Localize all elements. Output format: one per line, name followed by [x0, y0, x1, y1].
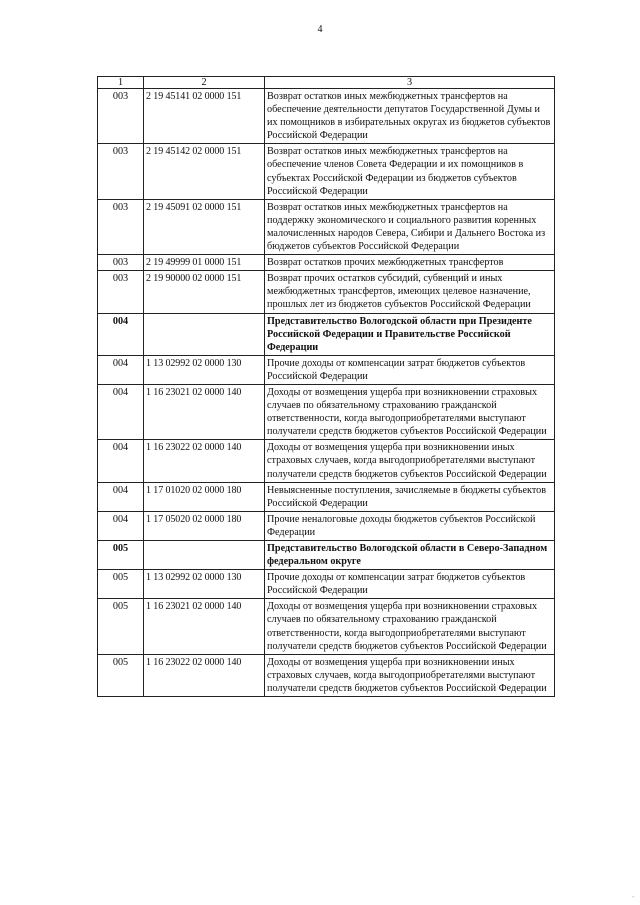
description-cell: Возврат прочих остатков субсидий, субвенций и иных межбюджетных трансфертов, имеющих целевое назначение, прошлых лет из бюджетов субъектов Российской Федерации: [265, 271, 555, 313]
table-header-row: [98, 77, 555, 89]
description-cell: Возврат остатков иных межбюджетных трансфертов на обеспечение членов Совета Федерации и их помощников в субъектах Российской Федерации из бюджетов субъектов Российской Федерации: [265, 144, 555, 199]
admin-code-cell: 005: [98, 599, 144, 654]
budget-code-cell: 1 16 23022 02 0000 140: [144, 654, 265, 696]
budget-code-cell: 1 17 05020 02 0000 180: [144, 511, 265, 540]
description-cell: Невыясненные поступления, зачисляемые в бюджеты субъектов Российской Федерации: [265, 482, 555, 511]
column-header-1: 1: [98, 77, 144, 89]
table-row: [98, 255, 555, 271]
admin-code-cell: 004: [98, 355, 144, 384]
table-row: [98, 599, 555, 654]
budget-code-cell: [144, 313, 265, 355]
budget-code-cell: [144, 541, 265, 570]
description-cell: Доходы от возмещения ущерба при возникновении иных страховых случаев, когда выгодоприобретателями выступают получатели средств бюджетов субъектов Российской Федерации: [265, 654, 555, 696]
budget-code-cell: 1 16 23021 02 0000 140: [144, 599, 265, 654]
budget-code-cell: 2 19 45091 02 0000 151: [144, 199, 265, 254]
table-row: [98, 384, 555, 439]
budget-code-cell: 1 13 02992 02 0000 130: [144, 355, 265, 384]
admin-code-cell: 003: [98, 271, 144, 313]
column-header-2: 2: [144, 77, 265, 89]
table-row: [98, 654, 555, 696]
description-cell: Представительство Вологодской области в Северо-Западном федеральном округе: [265, 541, 555, 570]
table-row: [98, 144, 555, 199]
budget-code-cell: 1 16 23022 02 0000 140: [144, 440, 265, 482]
admin-code-cell: 004: [98, 440, 144, 482]
table-section-row: [98, 313, 555, 355]
budget-code-cell: 1 16 23021 02 0000 140: [144, 384, 265, 439]
budget-code-cell: 1 17 01020 02 0000 180: [144, 482, 265, 511]
admin-code-cell: 004: [98, 482, 144, 511]
description-cell: Возврат остатков прочих межбюджетных трансфертов: [265, 255, 555, 271]
admin-code-cell: 005: [98, 541, 144, 570]
description-cell: Представительство Вологодской области при Президенте Российской Федерации и Правительстве Российской Федерации: [265, 313, 555, 355]
description-cell: Возврат остатков иных межбюджетных трансфертов на поддержку экономического и социального развития коренных малочисленных народов Севера, Сибири и Дальнего Востока из бюджетов субъектов Российской Федерации: [265, 199, 555, 254]
description-cell: Доходы от возмещения ущерба при возникновении страховых случаев по обязательному страхованию гражданской ответственности, когда выгодоприобретателями выступают получатели средств бюджетов субъектов Российской Федерации: [265, 599, 555, 654]
table-row: [98, 570, 555, 599]
table-row: [98, 355, 555, 384]
budget-code-cell: 2 19 45141 02 0000 151: [144, 89, 265, 144]
description-cell: Доходы от возмещения ущерба при возникновении страховых случаев по обязательному страхованию гражданской ответственности, когда выгодоприобретателями выступают получатели средств бюджетов субъектов Российской Федерации: [265, 384, 555, 439]
page-number: 4: [317, 24, 323, 35]
admin-code-cell: 005: [98, 570, 144, 599]
admin-code-cell: 003: [98, 144, 144, 199]
table-row: [98, 482, 555, 511]
description-cell: Прочие доходы от компенсации затрат бюджетов субъектов Российской Федерации: [265, 570, 555, 599]
table-row: [98, 271, 555, 313]
description-cell: Прочие неналоговые доходы бюджетов субъектов Российской Федерации: [265, 511, 555, 540]
budget-code-cell: 2 19 49999 01 0000 151: [144, 255, 265, 271]
budget-code-cell: 1 13 02992 02 0000 130: [144, 570, 265, 599]
column-header-3: 3: [265, 77, 555, 89]
admin-code-cell: 003: [98, 255, 144, 271]
table-row: [98, 89, 555, 144]
table-row: [98, 199, 555, 254]
table-row: [98, 440, 555, 482]
admin-code-cell: 005: [98, 654, 144, 696]
description-cell: Возврат остатков иных межбюджетных трансфертов на обеспечение деятельности депутатов Государственной Думы и их помощников в избирательных округах из бюджетов субъектов Российской Федерации: [265, 89, 555, 144]
footer-mark: ,: [632, 891, 634, 899]
table-body: [98, 89, 555, 697]
budget-codes-table: [97, 76, 555, 697]
description-cell: Прочие доходы от компенсации затрат бюджетов субъектов Российской Федерации: [265, 355, 555, 384]
budget-code-cell: 2 19 45142 02 0000 151: [144, 144, 265, 199]
admin-code-cell: 004: [98, 384, 144, 439]
description-cell: Доходы от возмещения ущерба при возникновении иных страховых случаев, когда выгодоприобретателями выступают получатели средств бюджетов субъектов Российской Федерации: [265, 440, 555, 482]
admin-code-cell: 004: [98, 313, 144, 355]
table-row: [98, 511, 555, 540]
admin-code-cell: 004: [98, 511, 144, 540]
table-section-row: [98, 541, 555, 570]
admin-code-cell: 003: [98, 89, 144, 144]
admin-code-cell: 003: [98, 199, 144, 254]
budget-code-cell: 2 19 90000 02 0000 151: [144, 271, 265, 313]
